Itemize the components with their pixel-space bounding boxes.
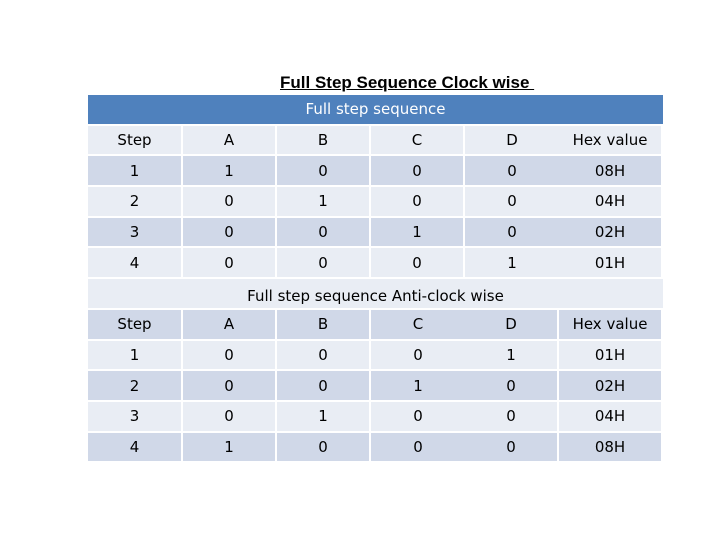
table-cell: 0 — [277, 248, 371, 279]
table-cell: 0 — [183, 248, 277, 279]
table-cell: 0 — [277, 156, 371, 187]
table-cell: 1 — [371, 218, 465, 249]
table-cell: 0 — [465, 218, 559, 249]
table-cell: 4 — [88, 248, 183, 279]
table-cell: 04H — [559, 187, 663, 218]
table-cell: 1 — [88, 341, 183, 372]
col-header-c: C — [371, 126, 465, 157]
table-cell: 0 — [371, 187, 465, 218]
col-header-step: Step — [88, 310, 183, 341]
table-cell: 4 — [88, 433, 183, 464]
slide-title: Full Step Sequence Clock wise — [280, 73, 535, 92]
col-header-step: Step — [88, 126, 183, 157]
table-cell: 0 — [371, 433, 465, 464]
table-cell: 2 — [88, 371, 183, 402]
table-cell: 3 — [88, 402, 183, 433]
table-cell: 0 — [465, 433, 559, 464]
col-header-a: A — [183, 310, 277, 341]
col-header-hex: Hex value — [559, 310, 663, 341]
table-cell: 01H — [559, 341, 663, 372]
table-cell: 0 — [277, 371, 371, 402]
table-cell: 0 — [183, 402, 277, 433]
table-cell: 0 — [371, 156, 465, 187]
table-cell: 08H — [559, 433, 663, 464]
table-cell: 0 — [277, 433, 371, 464]
table-cell: 0 — [465, 402, 559, 433]
table-cell: 1 — [465, 248, 559, 279]
table-cell: 1 — [277, 402, 371, 433]
table-cell: 0 — [371, 402, 465, 433]
anticlockwise-heading: Full step sequence Anti-clock wise — [88, 279, 663, 310]
table-cell: 0 — [277, 218, 371, 249]
table-cell: 1 — [465, 341, 559, 372]
table-cell: 0 — [465, 187, 559, 218]
table-cell: 0 — [465, 156, 559, 187]
table-cell: 04H — [559, 402, 663, 433]
col-header-c: C — [371, 310, 465, 341]
table-cell: 0 — [465, 371, 559, 402]
col-header-b: B — [277, 310, 371, 341]
clockwise-heading: Full step sequence — [88, 95, 663, 126]
table-cell: 2 — [88, 187, 183, 218]
table-cell: 1 — [371, 371, 465, 402]
col-header-d: D — [465, 126, 559, 157]
col-header-b: B — [277, 126, 371, 157]
table-cell: 1 — [88, 156, 183, 187]
col-header-a: A — [183, 126, 277, 157]
step-sequence-table — [88, 95, 663, 463]
table-cell: 02H — [559, 218, 663, 249]
table-cell: 0 — [183, 341, 277, 372]
table-cell: 1 — [183, 156, 277, 187]
table-cell: 0 — [371, 341, 465, 372]
table-cell: 02H — [559, 371, 663, 402]
table-cell: 1 — [277, 187, 371, 218]
table-cell: 0 — [371, 248, 465, 279]
table-cell: 08H — [559, 156, 663, 187]
table-cell: 0 — [183, 187, 277, 218]
table-cell: 0 — [183, 218, 277, 249]
table-cell: 0 — [277, 341, 371, 372]
table-cell: 1 — [183, 433, 277, 464]
table-cell: 3 — [88, 218, 183, 249]
col-header-d: D — [465, 310, 559, 341]
table-cell: 01H — [559, 248, 663, 279]
col-header-hex: Hex value — [559, 126, 663, 157]
table-cell: 0 — [183, 371, 277, 402]
